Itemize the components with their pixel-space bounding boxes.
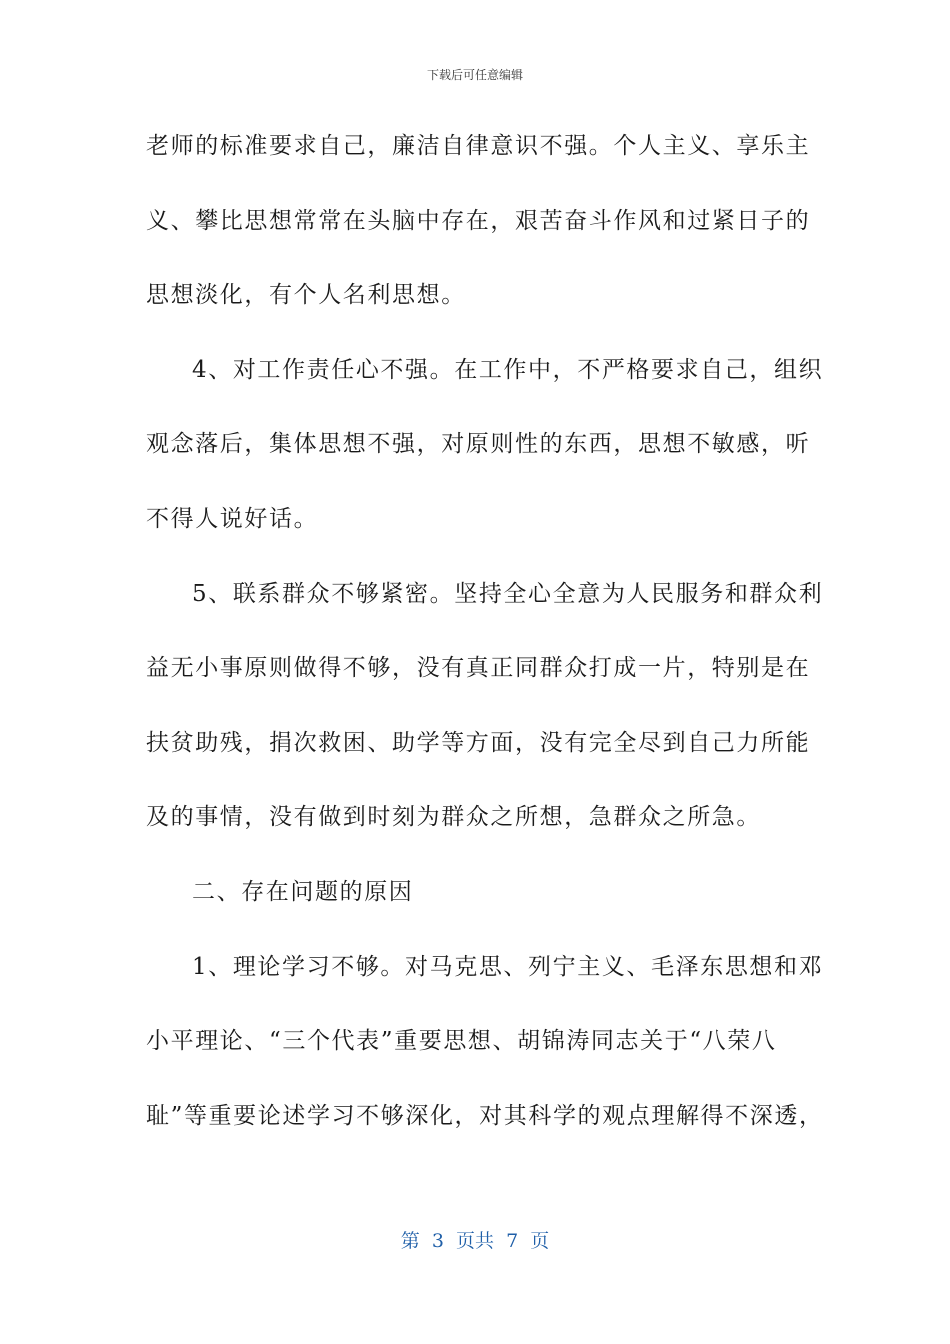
paragraph-line: 老师的标准要求自己，廉洁自律意识不强。个人主义、享乐主 [146, 133, 811, 159]
paragraph-line: 义、攀比思想常常在头脑中存在，艰苦奋斗作风和过紧日子的 [146, 207, 811, 234]
paragraph-line: 小平理论、“三个代表”重要思想、胡锦涛同志关于“八荣八 [146, 1028, 777, 1055]
paragraph-line: 及的事情，没有做到时刻为群众之所想，急群众之所急。 [146, 804, 761, 831]
page-number-footer: 第 3 页共 7 页 [400, 1230, 550, 1252]
paragraph-line: 5、联系群众不够紧密。坚持全心全意为人民服务和群众利 [192, 580, 824, 607]
paragraph-line: 益无小事原则做得不够，没有真正同群众打成一片，特别是在 [146, 655, 811, 682]
paragraph-line: 扶贫助残，捐次救困、助学等方面，没有完全尽到自己力所能 [146, 729, 811, 756]
section-heading: 二、存在问题的原因 [192, 878, 414, 905]
paragraph-line: 观念落后，集体思想不强，对原则性的东西，思想不敏感，听 [146, 431, 811, 458]
page-header: 下载后可任意编辑 [426, 68, 523, 82]
paragraph-line: 耻”等重要论述学习不够深化，对其科学的观点理解得不深透， [146, 1102, 824, 1129]
paragraph-line: 1、理论学习不够。对马克思、列宁主义、毛泽东思想和邓 [192, 953, 824, 980]
paragraph-line: 不得人说好话。 [146, 505, 319, 532]
paragraph-line: 4、对工作责任心不强。在工作中，不严格要求自己，组织 [192, 356, 824, 383]
document-body [146, 120, 824, 1164]
paragraph-line: 思想淡化，有个人名利思想。 [146, 282, 466, 309]
